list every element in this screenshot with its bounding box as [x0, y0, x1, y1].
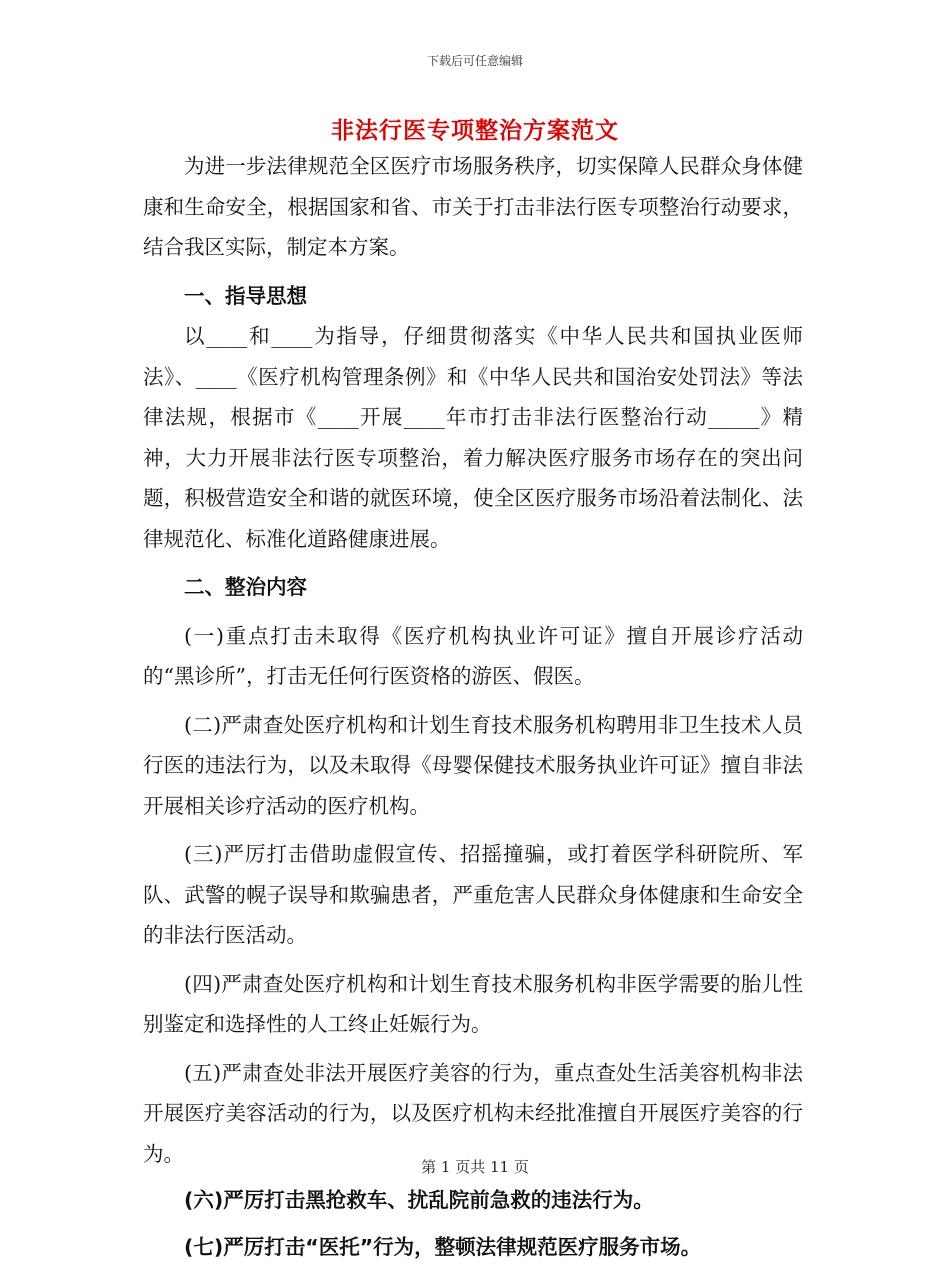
section-heading-guiding: 一、指导思想	[143, 276, 803, 317]
header-note: 下载后可任意编辑	[0, 52, 950, 69]
content-item-1: (一)重点打击未取得《医疗机构执业许可证》擅自开展诊疗活动的“黑诊所”，打击无任何行医资格的游医、假医。	[143, 616, 803, 697]
document-body	[143, 146, 803, 1267]
content-item-6: (六)严厉打击黑抢救车、扰乱院前急救的违法行为。	[143, 1180, 803, 1221]
guiding-paragraph: 以____和____为指导，仔细贯彻落实《中华人民共和国执业医师法》、____《医疗机构管理条例》和《中华人民共和国治安处罚法》等法律法规，根据市《____开展____年市打击非法行医整治行动_____》精神，大力开展非法行医专项整治，着力解决医疗服务市场存在的突出问题，积极营造安全和谐的就医环境，使全区医疗服务市场沿着法制化、法律规范化、标准化道路健康进展。	[143, 316, 803, 559]
document-title: 非法行医专项整治方案范文	[0, 112, 950, 145]
content-item-2: (二)严肃查处医疗机构和计划生育技术服务机构聘用非卫生技术人员行医的违法行为，以及未取得《母婴保健技术服务执业许可证》擅自非法开展相关诊疗活动的医疗机构。	[143, 705, 803, 827]
section-heading-content: 二、整治内容	[143, 567, 803, 608]
page-footer: 第 1 页共 11 页	[0, 1156, 950, 1177]
content-item-7: (七)严厉打击“医托”行为，整顿法律规范医疗服务市场。	[143, 1227, 803, 1267]
content-item-5: (五)严肃查处非法开展医疗美容的行为，重点查处生活美容机构非法开展医疗美容活动的行为，以及医疗机构未经批准擅自开展医疗美容的行为。	[143, 1053, 803, 1175]
content-item-3: (三)严厉打击借助虚假宣传、招摇撞骗，或打着医学科研院所、军队、武警的幌子误导和欺骗患者，严重危害人民群众身体健康和生命安全的非法行医活动。	[143, 834, 803, 956]
content-item-4: (四)严肃查处医疗机构和计划生育技术服务机构非医学需要的胎儿性别鉴定和选择性的人工终止妊娠行为。	[143, 964, 803, 1045]
intro-paragraph: 为进一步法律规范全区医疗市场服务秩序，切实保障人民群众身体健康和生命安全，根据国家和省、市关于打击非法行医专项整治行动要求，结合我区实际，制定本方案。	[143, 146, 803, 268]
